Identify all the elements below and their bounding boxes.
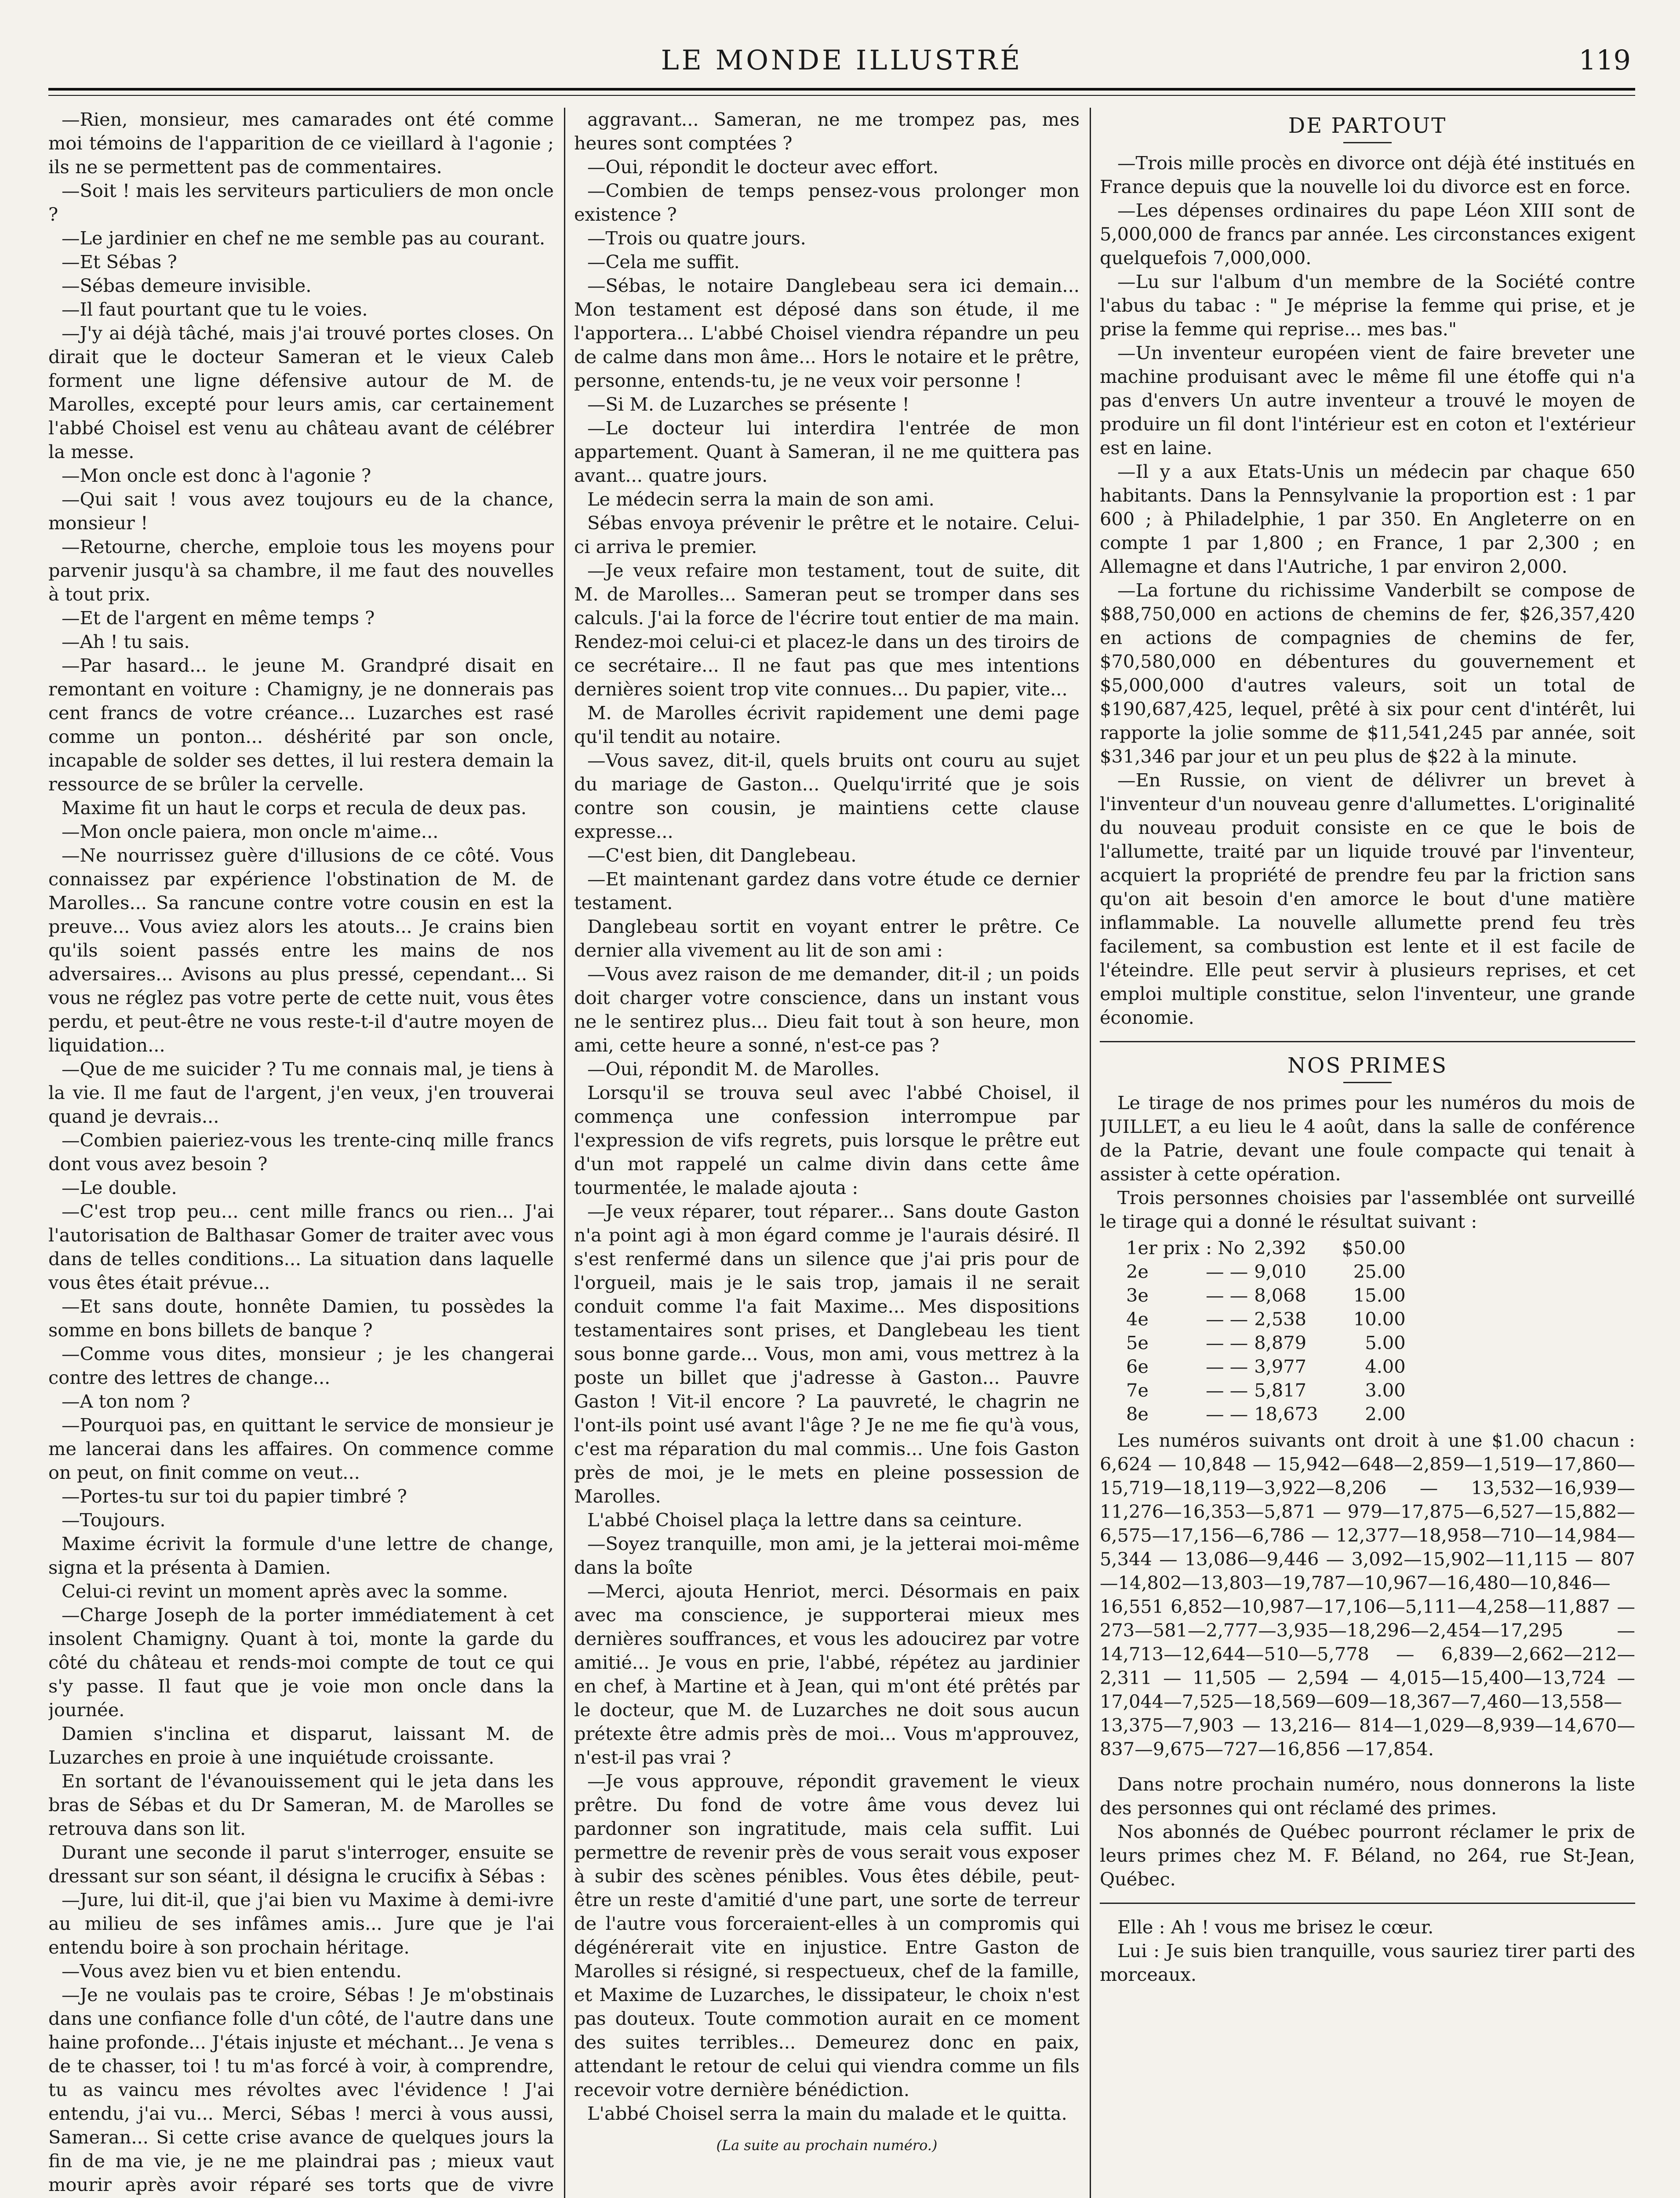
paragraph: —Mon oncle est donc à l'agonie ? <box>62 465 371 486</box>
paragraph: —Et Sébas ? <box>62 251 177 273</box>
prize-no: : No <box>1206 1237 1245 1259</box>
paragraph: —Et sans doute, honnête Damien, tu possèdes la somme en bons billets de banque ? <box>48 1296 554 1341</box>
section-separator <box>1100 1041 1635 1042</box>
paragraph: —Mon oncle paiera, mon oncle m'aime... <box>62 821 439 842</box>
paragraph: —En Russie, on vient de délivrer un brevet à l'inventeur d'un nouveau genre d'allumettes. L'originalité du nouveau produit consiste en ce que le bois de l'allumette, traité par un liquide trouvé par l'inventeur, acquiert la propriété de prendre feu par la friction sans qu'on ait besoin d'en amorce le bout d'une matière inflammable. La nouvelle allumette prend feu très facilement, sa combustion est lente et il est facile de l'éteindre. Elle peut servir à plusieurs reprises, et cet emploi multiple constitue, selon l'inventeur, une grande économie. <box>1100 769 1635 1028</box>
prize-num: 9,010 <box>1254 1261 1307 1282</box>
prize-num: 8,068 <box>1254 1285 1307 1306</box>
paragraph: —Qui sait ! vous avez toujours eu de la chance, monsieur ! <box>48 488 554 534</box>
paragraph: —Rien, monsieur, mes camarades ont été comme moi témoins de l'apparition de ce vieillard à l'agonie ; ils ne se permettent pas de commentaires. <box>48 109 554 178</box>
paragraph: —A ton nom ? <box>62 1390 190 1412</box>
prize-no: — — <box>1206 1403 1248 1425</box>
column-divider <box>564 108 565 2198</box>
prize-rank: 7e <box>1126 1379 1149 1401</box>
paragraph: —Sébas, le notaire Danglebeau sera ici demain... Mon testament est déposé dans son étude, il me l'apportera... L'abbé Choisel viendra répandre un peu de calme dans mon âme... Hors le notaire et le prêtre, personne, entends-tu, je ne veux voir personne ! <box>574 275 1080 391</box>
paragraph: —Comme vous dites, monsieur ; je les changerai contre des lettres de change... <box>48 1343 554 1388</box>
prize-row <box>1126 1284 1412 1307</box>
paragraph: —Soit ! mais les serviteurs particuliers de mon oncle ? <box>48 180 554 225</box>
section-title-nos-primes: NOS PRIMES <box>1287 1053 1447 1078</box>
prizes-table <box>1126 1236 1412 1426</box>
paragraph: —Combien paieriez-vous les trente-cinq mille francs dont vous avez besoin ? <box>48 1129 554 1175</box>
prize-amt: 4.00 <box>1365 1356 1406 1377</box>
prize-num: 18,673 <box>1254 1403 1318 1425</box>
paragraph: —Il faut pourtant que tu le voies. <box>62 298 368 320</box>
column-divider <box>1090 108 1091 2198</box>
paragraph: En sortant de l'évanouissement qui le jeta dans les bras de Sébas et du Dr Sameran, M. de Marolles se retrouva dans son lit. <box>48 1770 554 1839</box>
paragraph: Celui-ci revint un moment après avec la somme. <box>62 1580 508 1602</box>
masthead <box>48 26 1635 101</box>
paragraph: —Trois ou quatre jours. <box>587 227 806 249</box>
paragraph: —Vous avez bien vu et bien entendu. <box>62 1960 402 1982</box>
newspaper-page <box>48 26 1635 2198</box>
prize-amt: 15.00 <box>1353 1285 1406 1306</box>
primes-outro-2: Nos abonnés de Québec pourront réclamer le prix de leurs primes chez M. F. Béland, no 264, rue St-Jean, Québec. <box>1100 1821 1635 1890</box>
paragraph: —Soyez tranquille, mon ami, je la jetterai moi-même dans la boîte <box>574 1533 1080 1578</box>
paragraph: —Ah ! tu sais. <box>62 631 190 652</box>
primes-intro-2: Trois personnes choisies par l'assemblée ont surveillé le tirage qui a donné le résultat suivant : <box>1100 1187 1635 1232</box>
paragraph: —Trois mille procès en divorce ont déjà été institués en France depuis que la nouvelle loi du divorce est en force. <box>1100 152 1635 197</box>
paragraph: —C'est trop peu... cent mille francs ou rien... J'ai l'autorisation de Balthasar Gomer de traiter avec vous dans de telles conditions... La situation dans laquelle vous êtes était prévue... <box>48 1201 554 1293</box>
paragraph: —C'est bien, dit Danglebeau. <box>587 844 857 866</box>
paragraph: —Le jardinier en chef ne me semble pas au courant. <box>62 227 545 249</box>
prize-amt: 2.00 <box>1365 1403 1406 1425</box>
paragraph: —Je vous approuve, répondit gravement le vieux prêtre. Du fond de votre âme vous devez lui pardonner son ingratitude, mais cela suffit. Lui permettre de revenir près de vous serait vous exposer à subir des scènes pénibles. Vous êtes débile, peut-être un reste d'amitié d'une part, une sorte de terreur de l'autre vous forceraient-elles à un compromis qui dégénérerait vite en injustice. Entre Gaston de Marolles si résigné, si respectueux, chef de la famille, et Maxime de Luzarches, le dissipateur, le choix n'est pas douteux. Toute commotion aurait en ce moment des suites terribles... Demeurez donc en paix, attendant le retour de celui qui viendra comme un fils recevoir votre dernière bénédiction. <box>574 1770 1080 2100</box>
paragraph: —Je ne voulais pas te croire, Sébas ! Je m'obstinais dans une confiance folle d'un côté, de l'autre dans une haine profonde... J'étais injuste et méchant... Je vena s de te chasser, toi ! tu m'as forcé à voir, à comprendre, tu as vaincu mes révoltes avec l'évidence ! J'ai entendu, j'ai vu... Merci, Sébas ! merci à vous aussi, Sameran... Si cette crise avance de quelques jours la fin de ma vie, je ne me plaindrai pas ; mieux vaut mourir après avoir réparé ses torts que de vivre <box>48 1984 554 2195</box>
paragraph: —Que de me suicider ? Tu me connais mal, je tiens à la vie. Il me faut de l'argent, j'en veux, j'en trouverai quand je devrais... <box>48 1058 554 1127</box>
paragraph: —Cela me suffit. <box>587 251 740 273</box>
paragraph: —Ne nourrissez guère d'illusions de ce côté. Vous connaissez par expérience l'obstination de M. de Marolles... Sa rancune contre votre cousin en est la preuve... Vous aviez alors les atouts... Je crains bien qu'ils soient passés entre les mains de nos adversaires... Avisons au plus pressé, cependant... Si vous ne réglez pas votre perte de cette nuit, vous êtes perdu, et peut-être ne vous reste-t-il d'autre moyen de liquidation... <box>48 844 554 1056</box>
paragraph: —Je veux réparer, tout réparer... Sans doute Gaston n'a point agi à mon égard comme je l'aurais désiré. Il s'est renfermé dans un silence que j'ai pris pour de l'orgueil, mais je le sais trop, jamais il ne serait conduit comme l'a fait Maxime... Mes dispositions testamentaires sont prises, et Danglebeau les tient sous bonne garde... Vous, mon ami, vous mettrez à la poste un billet que j'adresse à Gaston... Pauvre Gaston ! Vit-il encore ? La pauvreté, le chagrin ne l'ont-ils point usé avant l'âge ? Je ne me fie qu'à vous, c'est ma réparation du mal commis... Une fois Gaston près de moi, je le mets en pleine possession de Marolles. <box>574 1201 1080 1507</box>
paragraph: Maxime écrivit la formule d'une lettre de change, signa et la présenta à Damien. <box>48 1533 554 1578</box>
prize-num: 8,879 <box>1254 1332 1307 1354</box>
column-1-story <box>48 108 554 2198</box>
paragraph: —Et de l'argent en même temps ? <box>62 607 375 629</box>
paragraph: —Un inventeur européen vient de faire breveter une machine produisant avec le même fil une étoffe qui n'a pas d'envers Un autre inventeur a trouvé le moyen de produire un fil dont l'intérieur est en coton et l'extérieur est en laine. <box>1100 342 1635 459</box>
paragraph: —Combien de temps pensez-vous prolonger mon existence ? <box>574 180 1080 225</box>
paragraph: —La fortune du richissime Vanderbilt se compose de $88,750,000 en actions de chemins de fer, $26,357,420 en actions de compagnies de chemins de fer, $70,580,000 en débentures du gouvernement et $5,000,000 d'autres valeurs, soit un total de $190,687,425, lequel, prêté à six pour cent d'intérêt, lui rapporte la jolie somme de $11,541,245 par année, soit $31,346 par jour et un peu plus de $22 à la minute. <box>1100 579 1635 767</box>
prize-rank: 5e <box>1126 1332 1149 1354</box>
paragraph: —Oui, répondit le docteur avec effort. <box>587 156 939 178</box>
prize-rank: 3e <box>1126 1285 1149 1306</box>
prize-amt: 3.00 <box>1365 1379 1406 1401</box>
paragraph: —Le docteur lui interdira l'entrée de mon appartement. Quant à Sameran, il ne me quittera pas avant... quatre jours. <box>574 417 1080 486</box>
prize-no: — — <box>1206 1308 1248 1330</box>
prize-rank: 4e <box>1126 1308 1149 1330</box>
paragraph: —Le double. <box>62 1177 177 1198</box>
prize-rank: 8e <box>1126 1403 1149 1425</box>
prize-amt: 5.00 <box>1365 1332 1406 1354</box>
winning-numbers: Les numéros suivants ont droit à une $1.00 chacun : 6,624 — 10,848 — 15,942—648—2,859—1,519—17,860—15,719—18,119—3,922—8,206 — 13,532—16,939—11,276—16,353—5,871 — 979—17,875—6,527—15,882—6,575—17,156—6,786 — 12,377—18,958—710—14,984—5,344 — 13,086—9,446 — 3,092—15,902—11,115 — 807—14,802—13,803—19,787—10,967—16,480—10,846—16,551 6,852—10,987—17,106—5,111—4,258—11,887 — 273—581—2,777—3,935—18,296—2,454—17,295 —14,713—12,644—510—5,778 — 6,839—2,662—212— 2,311 — 11,505 — 2,594 — 4,015—15,400—13,724 — 17,044—7,525—18,569—609—18,367—7,460—13,558—13,375—7,903 — 13,216— 814—1,029—8,939—14,670—837—9,675—727—16,856 —17,854. <box>1100 1430 1635 1760</box>
paragraph: —Portes-tu sur toi du papier timbré ? <box>62 1485 407 1507</box>
prize-no: — — <box>1206 1379 1248 1401</box>
title-rule <box>1343 142 1392 143</box>
newspaper-title: LE MONDE ILLUSTRÉ <box>661 44 1023 76</box>
paragraph: —Oui, répondit M. de Marolles. <box>587 1058 880 1080</box>
paragraph: —Merci, ajouta Henriot, merci. Désormais en paix avec ma conscience, je supporterai mieux mes dernières souffrances, et vous les adoucirez par votre amitié... Je vous en prie, l'abbé, répétez au jardinier en chef, à Martine et à Jean, qui m'ont été prêtés par le docteur, que M. de Luzarches ne doit sous aucun prétexte être admis près de moi... Vous m'approuvez, n'est-il pas vrai ? <box>574 1580 1080 1768</box>
paragraph: aggravant... Sameran, ne me trompez pas, mes heures sont comptées ? <box>574 109 1080 154</box>
paragraph: —J'y ai déjà tâché, mais j'ai trouvé portes closes. On dirait que le docteur Sameran et le vieux Caleb forment une ligne défensive autour de M. de Marolles, excepté pour leurs amis, car certainement l'abbé Choisel est venu au château avant de célébrer la messe. <box>48 322 554 462</box>
prize-no: — — <box>1206 1261 1248 1282</box>
prize-amt: 25.00 <box>1353 1261 1406 1282</box>
continued-note: (La suite au prochain numéro.) <box>716 2137 938 2154</box>
column-2-story <box>574 108 1080 2198</box>
primes-outro-1: Dans notre prochain numéro, nous donnerons la liste des personnes qui ont réclamé des primes. <box>1100 1773 1635 1819</box>
paragraph: —Si M. de Luzarches se présente ! <box>587 393 910 415</box>
prize-no: — — <box>1206 1356 1248 1377</box>
paragraph: —Jure, lui dit-il, que j'ai bien vu Maxime à demi-ivre au milieu de ses infâmes amis... Jure que je l'ai entendu boire à son prochain héritage. <box>48 1889 554 1958</box>
paragraph: Danglebeau sortit en voyant entrer le prêtre. Ce dernier alla vivement au lit de son ami : <box>574 916 1080 961</box>
paragraph: —Sébas demeure invisible. <box>62 275 312 296</box>
prize-num: 2,392 <box>1254 1237 1307 1259</box>
prize-row <box>1126 1236 1412 1260</box>
paragraph: —Je veux refaire mon testament, tout de suite, dit M. de Marolles... Sameran peut se tromper dans ses calculs. J'ai la force de l'écrire tout entier de ma main. Rendez-moi celui-ci et placez-le dans un des tiroirs de ce secrétaire... Il ne faut pas que mes intentions dernières soient trop vite connues... Du papier, vite... <box>574 560 1080 700</box>
prize-rank: 6e <box>1126 1356 1149 1377</box>
prize-row <box>1126 1379 1412 1402</box>
section-title-de-partout: DE PARTOUT <box>1288 113 1447 138</box>
prize-num: 3,977 <box>1254 1356 1307 1377</box>
prize-row <box>1126 1260 1412 1284</box>
section-separator <box>1100 1903 1635 1904</box>
paragraph: Maxime fit un haut le corps et recula de deux pas. <box>62 797 527 819</box>
paragraph: M. de Marolles écrivit rapidement une demi page qu'il tendit au notaire. <box>574 702 1080 747</box>
column-3 <box>1100 108 1635 2198</box>
prize-rank: 2e <box>1126 1261 1149 1282</box>
paragraph: —Vous avez raison de me demander, dit-il ; un poids doit charger votre conscience, dans un instant vous ne le sentirez plus... Dieu fait tout à son heure, mon ami, cette heure a sonné, n'est-ce pas ? <box>574 963 1080 1056</box>
prize-row <box>1126 1307 1412 1331</box>
prize-row <box>1126 1402 1412 1426</box>
prize-no: — — <box>1206 1332 1248 1354</box>
paragraph: Lorsqu'il se trouva seul avec l'abbé Choisel, il commença une confession interrompue par l'expression de vifs regrets, puis lorsque le prêtre eut d'un mot rappelé un calme divin dans cette âme tourmentée, le malade ajouta : <box>574 1082 1080 1198</box>
prize-row <box>1126 1331 1412 1355</box>
paragraph: —Par hasard... le jeune M. Grandpré disait en remontant en voiture : Chamigny, je ne donnerais pas cent francs de votre créance... Luzarches est rasé comme un ponton... déshérité par son oncle, incapable de solder ses dettes, il lui restera demain la ressource de se brûler la cervelle. <box>48 655 554 795</box>
prize-no: — — <box>1206 1285 1248 1306</box>
prize-amt: 10.00 <box>1353 1308 1406 1330</box>
paragraph: Sébas envoya prévenir le prêtre et le notaire. Celui-ci arriva le premier. <box>574 512 1080 557</box>
prize-amt: $50.00 <box>1342 1237 1406 1259</box>
paragraph: —Lu sur l'album d'un membre de la Société contre l'abus du tabac : " Je méprise la femme qui prise, et je prise la femme qui reprise... mes bas." <box>1100 271 1635 340</box>
paragraph: —Pourquoi pas, en quittant le service de monsieur je me lancerai dans les affaires. On commence comme on peut, on finit comme on veut... <box>48 1414 554 1483</box>
prize-num: 2,538 <box>1254 1308 1307 1330</box>
paragraph: —Il y a aux Etats-Unis un médecin par chaque 650 habitants. Dans la Pennsylvanie la proportion est : 1 par 600 ; à Philadelphie, 1 par 350. En Angleterre on en compte 1 par 1,800 ; en France, 1 par 2,300 ; en Allemagne et dans l'Autriche, 1 par environ 2,000. <box>1100 461 1635 577</box>
primes-intro: Le tirage de nos primes pour les numéros du mois de JUILLET, a eu lieu le 4 août, dans la salle de conférence de la Patrie, devant une foule compacte qui tenait à assister à cette opération. <box>1100 1092 1635 1185</box>
page-number: 119 <box>1578 44 1631 76</box>
prize-num: 5,817 <box>1254 1379 1307 1401</box>
masthead-rule <box>48 88 1635 96</box>
paragraph: Damien s'inclina et disparut, laissant M. de Luzarches en proie à une inquiétude croissante. <box>48 1723 554 1768</box>
paragraph: Le médecin serra la main de son ami. <box>587 488 935 510</box>
paragraph: L'abbé Choisel serra la main du malade et le quitta. <box>587 2103 1067 2124</box>
paragraph: —Et maintenant gardez dans votre étude ce dernier testament. <box>574 868 1080 913</box>
joke-line-1: Elle : Ah ! vous me brisez le cœur. <box>1117 1916 1434 1938</box>
paragraph: L'abbé Choisel plaça la lettre dans sa ceinture. <box>587 1509 1022 1531</box>
paragraph: Durant une seconde il parut s'interroger, ensuite se dressant sur son séant, il désigna le crucifix à Sébas : <box>48 1841 554 1887</box>
paragraph: —Vous savez, dit-il, quels bruits ont couru au sujet du mariage de Gaston... Quelqu'irrité que je sois contre son cousin, je maintiens cette clause expresse... <box>574 750 1080 842</box>
paragraph: —Les dépenses ordinaires du pape Léon XIII sont de 5,000,000 de francs par année. Les circonstances exigent quelquefois 7,000,000. <box>1100 200 1635 269</box>
joke-line-2: Lui : Je suis bien tranquille, vous sauriez tirer parti des morceaux. <box>1100 1940 1635 1985</box>
title-rule <box>1343 1082 1392 1083</box>
columns <box>48 108 1635 2198</box>
prize-rank: 1er prix <box>1126 1237 1200 1259</box>
paragraph: —Toujours. <box>62 1509 166 1531</box>
paragraph: —Retourne, cherche, emploie tous les moyens pour parvenir jusqu'à sa chambre, il me faut des nouvelles à tout prix. <box>48 536 554 605</box>
paragraph: —Charge Joseph de la porter immédiatement à cet insolent Chamigny. Quant à toi, monte la garde du côté du château et rends-moi compte de tout ce qui s'y passe. Il faut que je voie mon oncle dans la journée. <box>48 1604 554 1721</box>
prize-row <box>1126 1355 1412 1379</box>
